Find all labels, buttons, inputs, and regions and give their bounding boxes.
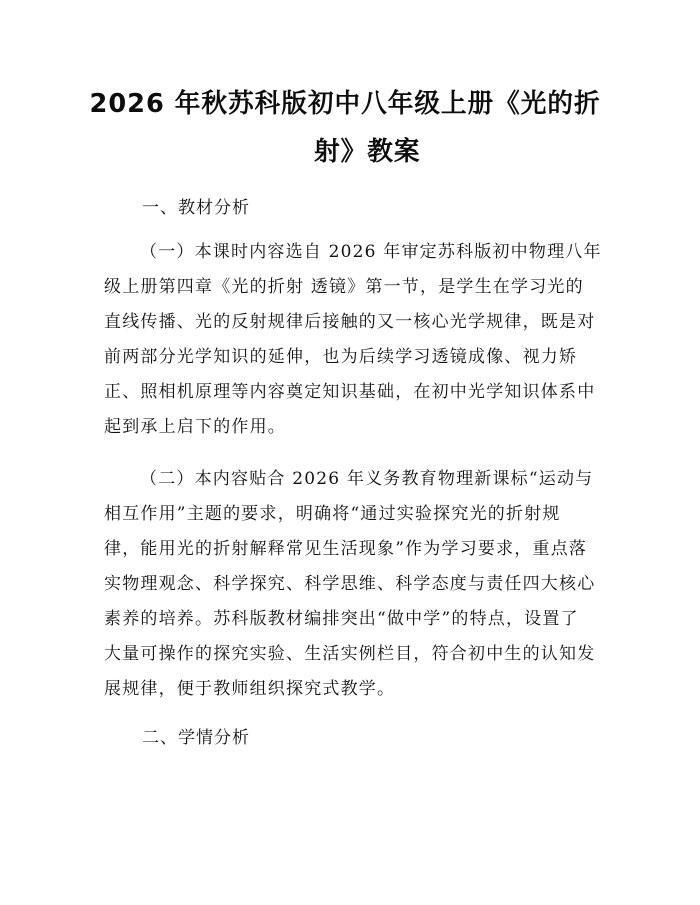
- paragraph-1-line: 起到承上启下的作用。: [104, 417, 286, 437]
- document-title-line-2-text: 射》教案: [314, 137, 421, 167]
- paragraph-1-line: 直线传播、光的反射规律后接触的又一核心光学规律，既是对: [104, 312, 596, 332]
- paragraph-1-line: 正、照相机原理等内容奠定知识基础，在初中光学知识体系中: [104, 382, 596, 402]
- section-heading-student-analysis: 二、学情分析: [142, 728, 250, 748]
- paragraph-2-line: （二）本内容贴合 2026 年义务教育物理新课标“运动与: [140, 469, 594, 489]
- paragraph-2-line: 相互作用”主题的要求，明确将“通过实验探究光的折射规: [104, 504, 561, 524]
- paragraph-1-line: 前两部分光学知识的延伸，也为后续学习透镜成像、视力矫: [104, 347, 578, 367]
- paragraph-2-line: 大量可操作的探究实验、生活实例栏目，符合初中生的认知发: [104, 644, 596, 664]
- document-title-line-2: [0, 131, 690, 168]
- section-heading-teaching-material-analysis: 一、教材分析: [142, 198, 250, 218]
- paragraph-2-line: 实物理观念、科学探究、科学思维、科学态度与责任四大核心: [104, 574, 596, 594]
- paragraph-2-line: 素养的培养。苏科版教材编排突出“做中学”的特点，设置了: [104, 609, 579, 629]
- paragraph-1-line: 级上册第四章《光的折射 透镜》第一节，是学生在学习光的: [104, 277, 584, 297]
- paragraph-1-line: （一）本课时内容选自 2026 年审定苏科版初中物理八年: [140, 242, 602, 262]
- paragraph-2-line: 律，能用光的折射解释常见生活现象”作为学习要求，重点落: [104, 539, 588, 559]
- document-title-line-1: 2026 年秋苏科版初中八年级上册《光的折: [89, 89, 601, 119]
- paragraph-2-line: 展规律，便于教师组织探究式教学。: [104, 679, 396, 699]
